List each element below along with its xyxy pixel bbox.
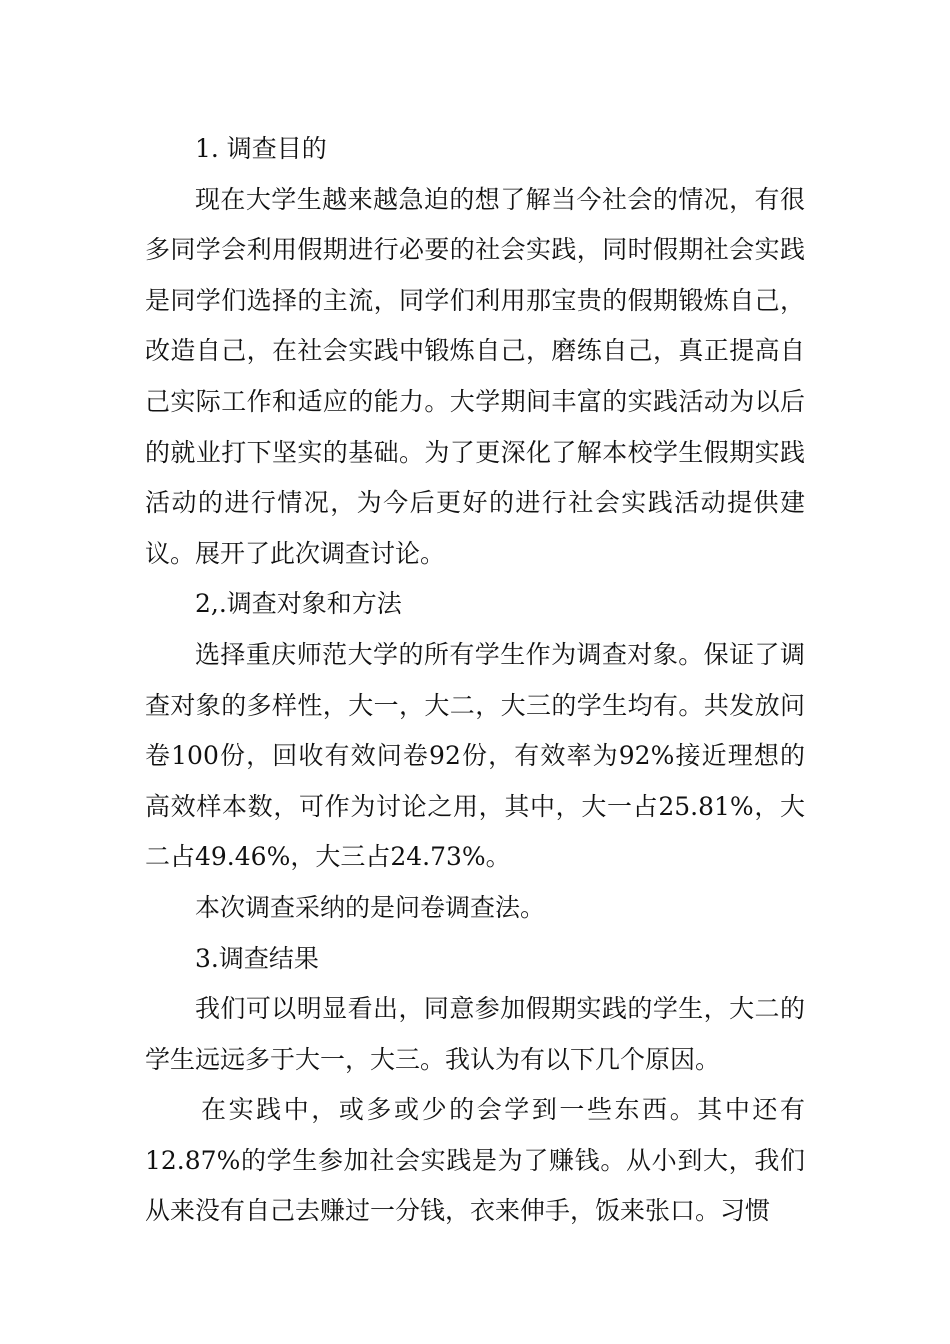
section-1-paragraph: 现在大学生越来越急迫的想了解当今社会的情况，有很多同学会利用假期进行必要的社会实践，同时假期社会实践是同学们选择的主流，同学们利用那宝贵的假期锻炼自己，改造自己，在社会实践中锻炼自己，磨练自己，真正提高自己实际工作和适应的能力。大学期间丰富的实践活动为以后的就业打下坚实的基础。为了更深化了解本校学生假期实践活动的进行情况，为今后更好的进行社会实践活动提供建议。展开了此次调查讨论。	[145, 184, 805, 568]
section-3-paragraph-2: 在实践中，或多或少的会学到一些东西。其中还有12.87%的学生参加社会实践是为了赚钱。从小到大，我们从来没有自己去赚过一分钱，衣来伸手，饭来张口。习惯	[145, 1095, 805, 1226]
section-3-heading: 3.调查结果	[195, 943, 319, 973]
document-body	[145, 124, 805, 1237]
section-1-heading: 1. 调查目的	[195, 134, 327, 163]
section-2-method-paragraph: 本次调查采纳的是问卷调查法。	[195, 892, 546, 922]
section-2-paragraph: 选择重庆师范大学的所有学生作为调查对象。保证了调查对象的多样性，大一，大二，大三的学生均有。共发放问卷100份，回收有效问卷92份，有效率为92%接近理想的高效样本数，可作为讨论之用，其中，大一占25.81%，大二占49.46%，大三占24.73%。	[145, 639, 805, 872]
section-2-heading: 2,.调查对象和方法	[195, 589, 402, 619]
section-3-paragraph-1: 我们可以明显看出，同意参加假期实践的学生，大二的学生远远多于大一，大三。我认为有以下几个原因。	[145, 994, 805, 1074]
